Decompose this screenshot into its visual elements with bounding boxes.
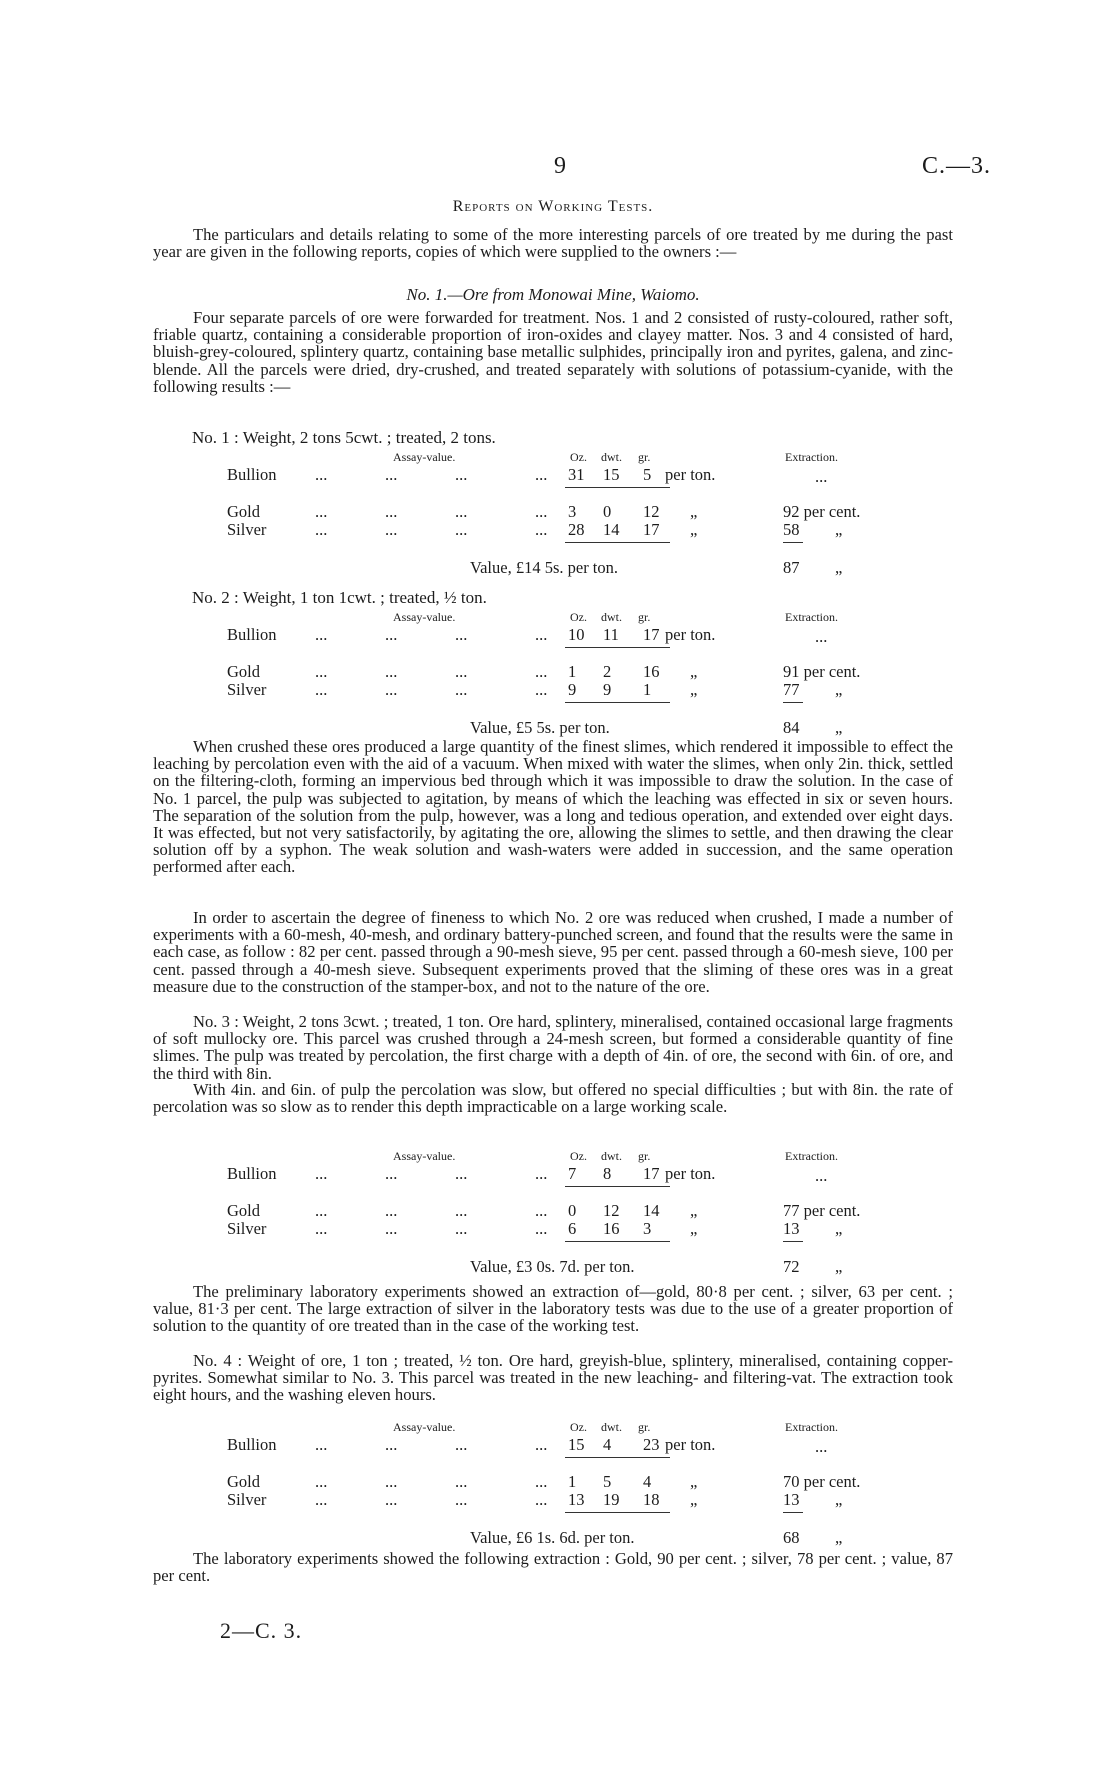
gold-gr: 14	[643, 1201, 660, 1220]
gold-ditto: „	[690, 662, 698, 681]
dots: ...	[455, 1472, 468, 1491]
gold-dwt: 0	[603, 502, 612, 521]
dots: ...	[385, 502, 398, 521]
section-title: Reports on Working Tests.	[452, 198, 654, 215]
dots: ...	[535, 1219, 548, 1238]
oz-header: Oz.	[570, 450, 587, 464]
dots: ...	[315, 1219, 328, 1238]
dots: ...	[385, 1435, 398, 1454]
gr-header: gr.	[638, 610, 651, 624]
bullion-gr: 5	[643, 465, 652, 484]
gold-ditto: „	[690, 1472, 698, 1491]
bullion-oz: 31	[568, 465, 585, 484]
gr-header: gr.	[638, 1420, 651, 1434]
dwt-header: dwt.	[601, 610, 622, 624]
dots: ...	[315, 1490, 328, 1509]
gold-ditto: „	[690, 502, 698, 521]
bullion-label: Bullion	[227, 465, 277, 484]
dots: ...	[455, 1201, 468, 1220]
silver-extraction-ditto: „	[835, 680, 843, 699]
dots: ...	[385, 465, 398, 484]
gold-dwt: 2	[603, 662, 612, 681]
bullion-dwt: 15	[603, 465, 620, 484]
gold-extraction: 92 per cent.	[783, 502, 861, 521]
silver-extraction-ditto: „	[835, 1219, 843, 1238]
dots: ...	[535, 662, 548, 681]
dots: ...	[535, 520, 548, 539]
total-extraction: 87	[783, 558, 800, 577]
no2-heading: No. 2 : Weight, 1 ton 1cwt. ; treated, ½ ton.	[192, 588, 487, 607]
dots: ...	[535, 1164, 548, 1183]
gold-gr: 12	[643, 502, 660, 521]
value-per-ton: Value, £5 5s. per ton.	[470, 718, 610, 737]
total-extraction-ditto: „	[835, 1528, 843, 1547]
silver-dwt: 16	[603, 1219, 620, 1238]
dwt-header: dwt.	[601, 1420, 622, 1434]
table-rule	[783, 1512, 803, 1513]
table-rule	[565, 1241, 670, 1242]
dots: ...	[315, 1201, 328, 1220]
gold-dwt: 12	[603, 1201, 620, 1220]
bullion-unit: per ton.	[665, 465, 716, 484]
assay-value-header: Assay-value.	[393, 450, 456, 464]
dots: ...	[455, 1219, 468, 1238]
subsection-title: No. 1.—Ore from Monowai Mine, Waiomo.	[406, 285, 700, 304]
table-rule	[565, 487, 670, 488]
dots: ...	[535, 1435, 548, 1454]
bullion-oz: 7	[568, 1164, 577, 1183]
assay-table-no3	[225, 1149, 925, 1275]
bullion-dwt: 8	[603, 1164, 612, 1183]
extraction-header: Extraction.	[785, 450, 838, 464]
table-rule	[783, 702, 803, 703]
dwt-header: dwt.	[601, 450, 622, 464]
silver-ditto: „	[690, 1490, 698, 1509]
table-rule	[565, 647, 670, 648]
dots: ...	[535, 465, 548, 484]
gold-oz: 3	[568, 502, 577, 521]
bullion-gr: 17	[643, 625, 660, 644]
silver-ditto: „	[690, 520, 698, 539]
dots: ...	[535, 625, 548, 644]
bullion-unit: per ton.	[665, 625, 716, 644]
extraction-header: Extraction.	[785, 1420, 838, 1434]
silver-extraction: 13	[783, 1490, 800, 1509]
silver-dwt: 9	[603, 680, 612, 699]
dots: ...	[315, 520, 328, 539]
dots: ...	[385, 1219, 398, 1238]
assay-table-no2	[225, 610, 925, 736]
total-extraction: 72	[783, 1257, 800, 1276]
bullion-unit: per ton.	[665, 1435, 716, 1454]
silver-ditto: „	[690, 1219, 698, 1238]
table-rule	[783, 1241, 803, 1242]
silver-extraction-ditto: „	[835, 1490, 843, 1509]
paragraph-fineness: In order to ascertain the degree of fineness to which No. 2 ore was reduced when crushed, I made a number of experiments with a 60-mesh, 40-mesh, and ordinary battery-punched screen, and found that the results were the same in each case, as follow : 82 per cent. passed through a 90-mesh sieve, 95 per cent. passed through a 60-mesh sieve, 100 per cent. passed through a 40-mesh sieve. Subsequent experiments proved that the sliming of these ores was in a great measure due to the construction of the stamper-box, and not to the nature of the ore.	[153, 908, 953, 996]
dots: ...	[455, 625, 468, 644]
gr-header: gr.	[638, 450, 651, 464]
dots: ...	[315, 502, 328, 521]
bullion-extraction: ...	[815, 1166, 828, 1185]
dots: ...	[455, 1490, 468, 1509]
page-number: 9	[554, 153, 566, 179]
dots: ...	[385, 1201, 398, 1220]
table-rule	[783, 542, 803, 543]
dots: ...	[385, 680, 398, 699]
silver-gr: 3	[643, 1219, 652, 1238]
gr-header: gr.	[638, 1149, 651, 1163]
bullion-extraction: ...	[815, 627, 828, 646]
oz-header: Oz.	[570, 1149, 587, 1163]
dots: ...	[315, 465, 328, 484]
oz-header: Oz.	[570, 610, 587, 624]
dwt-header: dwt.	[601, 1149, 622, 1163]
bullion-label: Bullion	[227, 625, 277, 644]
gold-label: Gold	[227, 1201, 260, 1220]
dots: ...	[535, 1490, 548, 1509]
table-rule	[565, 1457, 670, 1458]
table-rule	[565, 1512, 670, 1513]
dots: ...	[455, 465, 468, 484]
dots: ...	[315, 662, 328, 681]
bullion-oz: 15	[568, 1435, 585, 1454]
table-rule	[565, 1186, 670, 1187]
gold-extraction: 70 per cent.	[783, 1472, 861, 1491]
silver-gr: 17	[643, 520, 660, 539]
paragraph-percolation: With 4in. and 6in. of pulp the percolation was slow, but offered no special difficulties ; but with 8in. the rate of percolation was so slow as to render this depth impracticable on a large working scale.	[153, 1080, 953, 1117]
assay-value-header: Assay-value.	[393, 1149, 456, 1163]
value-per-ton: Value, £3 0s. 7d. per ton.	[470, 1257, 635, 1276]
dots: ...	[455, 680, 468, 699]
dots: ...	[535, 502, 548, 521]
paragraph-parcels: Four separate parcels of ore were forwarded for treatment. Nos. 1 and 2 consisted of rusty-coloured, rather soft, friable quartz, containing a considerable proportion of iron-oxides and clayey matter. Nos. 3 and 4 consisted of hard, bluish-grey-coloured, splintery quartz, containing base metallic sulphides, principally iron and pyrites, galena, and zinc-blende. All the parcels were dried, dry-crushed, and treated separately with solutions of potassium-cyanide, with the following results :—	[153, 308, 953, 396]
bullion-gr: 23	[643, 1435, 660, 1454]
dots: ...	[315, 1435, 328, 1454]
silver-gr: 1	[643, 680, 652, 699]
dots: ...	[385, 1164, 398, 1183]
oz-header: Oz.	[570, 1420, 587, 1434]
silver-extraction: 13	[783, 1219, 800, 1238]
silver-ditto: „	[690, 680, 698, 699]
dots: ...	[315, 625, 328, 644]
bullion-unit: per ton.	[665, 1164, 716, 1183]
table-rule	[565, 702, 670, 703]
gold-label: Gold	[227, 662, 260, 681]
silver-gr: 18	[643, 1490, 660, 1509]
bullion-label: Bullion	[227, 1435, 277, 1454]
extraction-header: Extraction.	[785, 610, 838, 624]
dots: ...	[455, 1435, 468, 1454]
dots: ...	[455, 502, 468, 521]
total-extraction: 84	[783, 718, 800, 737]
intro-paragraph: The particulars and details relating to some of the more interesting parcels of ore treated by me during the past year are given in the following reports, copies of which were supplied to the owners :—	[153, 225, 953, 262]
silver-dwt: 19	[603, 1490, 620, 1509]
dots: ...	[315, 1472, 328, 1491]
silver-label: Silver	[227, 1490, 267, 1509]
gold-oz: 1	[568, 1472, 577, 1491]
table-rule	[565, 542, 670, 543]
paragraph-slimes: When crushed these ores produced a large quantity of the finest slimes, which rendered it impossible to effect the leaching by percolation even with the aid of a vacuum. When mixed with water the slimes, when only 2in. thick, settled on the filtering-cloth, forming an impervious bed through which it was impossible to draw the solution. In the case of No. 1 parcel, the pulp was subjected to agitation, by means of which the leaching was effected in six or seven hours. The separation of the solution from the pulp, however, was a long and tedious operation, and extended over eight days. It was effected, but not very satisfactorily, by agitating the ore, allowing the slimes to settle, and then drawing the clear solution off by a syphon. The weak solution and wash-waters were added in succession, and the same operation performed after each.	[153, 737, 953, 877]
dots: ...	[385, 1472, 398, 1491]
extraction-header: Extraction.	[785, 1149, 838, 1163]
gold-extraction: 91 per cent.	[783, 662, 861, 681]
dots: ...	[385, 1490, 398, 1509]
gold-label: Gold	[227, 502, 260, 521]
silver-extraction: 58	[783, 520, 800, 539]
dots: ...	[385, 625, 398, 644]
dots: ...	[455, 662, 468, 681]
gold-gr: 16	[643, 662, 660, 681]
dots: ...	[535, 1472, 548, 1491]
silver-label: Silver	[227, 680, 267, 699]
gold-ditto: „	[690, 1201, 698, 1220]
silver-extraction: 77	[783, 680, 800, 699]
gold-oz: 0	[568, 1201, 577, 1220]
dots: ...	[455, 520, 468, 539]
silver-oz: 6	[568, 1219, 577, 1238]
gold-dwt: 5	[603, 1472, 612, 1491]
bullion-dwt: 11	[603, 625, 619, 644]
total-extraction-ditto: „	[835, 1257, 843, 1276]
paragraph-no3: No. 3 : Weight, 2 tons 3cwt. ; treated, 1 ton. Ore hard, splintery, mineralised, contained occasional large fragments of soft mullocky ore. This parcel was crushed through a 24-mesh screen, but formed a considerable quantity of fine slimes. The pulp was treated by percolation, the first charge with a depth of 4in. of ore, the second with 6in. of ore, and the third with 8in.	[153, 1012, 953, 1083]
silver-label: Silver	[227, 1219, 267, 1238]
silver-oz: 28	[568, 520, 585, 539]
assay-value-header: Assay-value.	[393, 610, 456, 624]
value-per-ton: Value, £14 5s. per ton.	[470, 558, 619, 577]
paragraph-no4: No. 4 : Weight of ore, 1 ton ; treated, ½ ton. Ore hard, greyish-blue, splintery, mineralised, containing copper-pyrites. Somewhat similar to No. 3. This parcel was treated in the new leaching- and filtering-vat. The extraction took eight hours, and the washing eleven hours.	[153, 1351, 953, 1405]
value-per-ton: Value, £6 1s. 6d. per ton.	[470, 1528, 635, 1547]
footer-signature: 2—C. 3.	[220, 1618, 303, 1643]
bullion-extraction: ...	[815, 467, 828, 486]
gold-extraction: 77 per cent.	[783, 1201, 861, 1220]
total-extraction-ditto: „	[835, 718, 843, 737]
bullion-dwt: 4	[603, 1435, 612, 1454]
bullion-gr: 17	[643, 1164, 660, 1183]
silver-extraction-ditto: „	[835, 520, 843, 539]
dots: ...	[535, 680, 548, 699]
paragraph-preliminary: The preliminary laboratory experiments showed an extraction of—gold, 80·8 per cent. ; silver, 63 per cent. ; value, 81·3 per cent. The large extraction of silver in the laboratory tests was due to the use of a greater proportion of solution to the quantity of ore treated than in the case of the working test.	[153, 1282, 953, 1336]
gold-oz: 1	[568, 662, 577, 681]
silver-oz: 13	[568, 1490, 585, 1509]
dots: ...	[385, 662, 398, 681]
no1-heading: No. 1 : Weight, 2 tons 5cwt. ; treated, 2 tons.	[192, 428, 496, 447]
document-reference: C.—3.	[922, 153, 992, 179]
bullion-label: Bullion	[227, 1164, 277, 1183]
bullion-extraction: ...	[815, 1437, 828, 1456]
assay-value-header: Assay-value.	[393, 1420, 456, 1434]
assay-table-no1	[225, 450, 925, 576]
silver-label: Silver	[227, 520, 267, 539]
paragraph-laboratory: The laboratory experiments showed the following extraction : Gold, 90 per cent. ; silver, 78 per cent. ; value, 87 per cent.	[153, 1549, 953, 1586]
gold-gr: 4	[643, 1472, 652, 1491]
total-extraction: 68	[783, 1528, 800, 1547]
dots: ...	[385, 520, 398, 539]
silver-dwt: 14	[603, 520, 620, 539]
gold-label: Gold	[227, 1472, 260, 1491]
total-extraction-ditto: „	[835, 558, 843, 577]
bullion-oz: 10	[568, 625, 585, 644]
dots: ...	[535, 1201, 548, 1220]
assay-table-no4	[225, 1420, 925, 1546]
dots: ...	[315, 1164, 328, 1183]
silver-oz: 9	[568, 680, 577, 699]
dots: ...	[315, 680, 328, 699]
dots: ...	[455, 1164, 468, 1183]
